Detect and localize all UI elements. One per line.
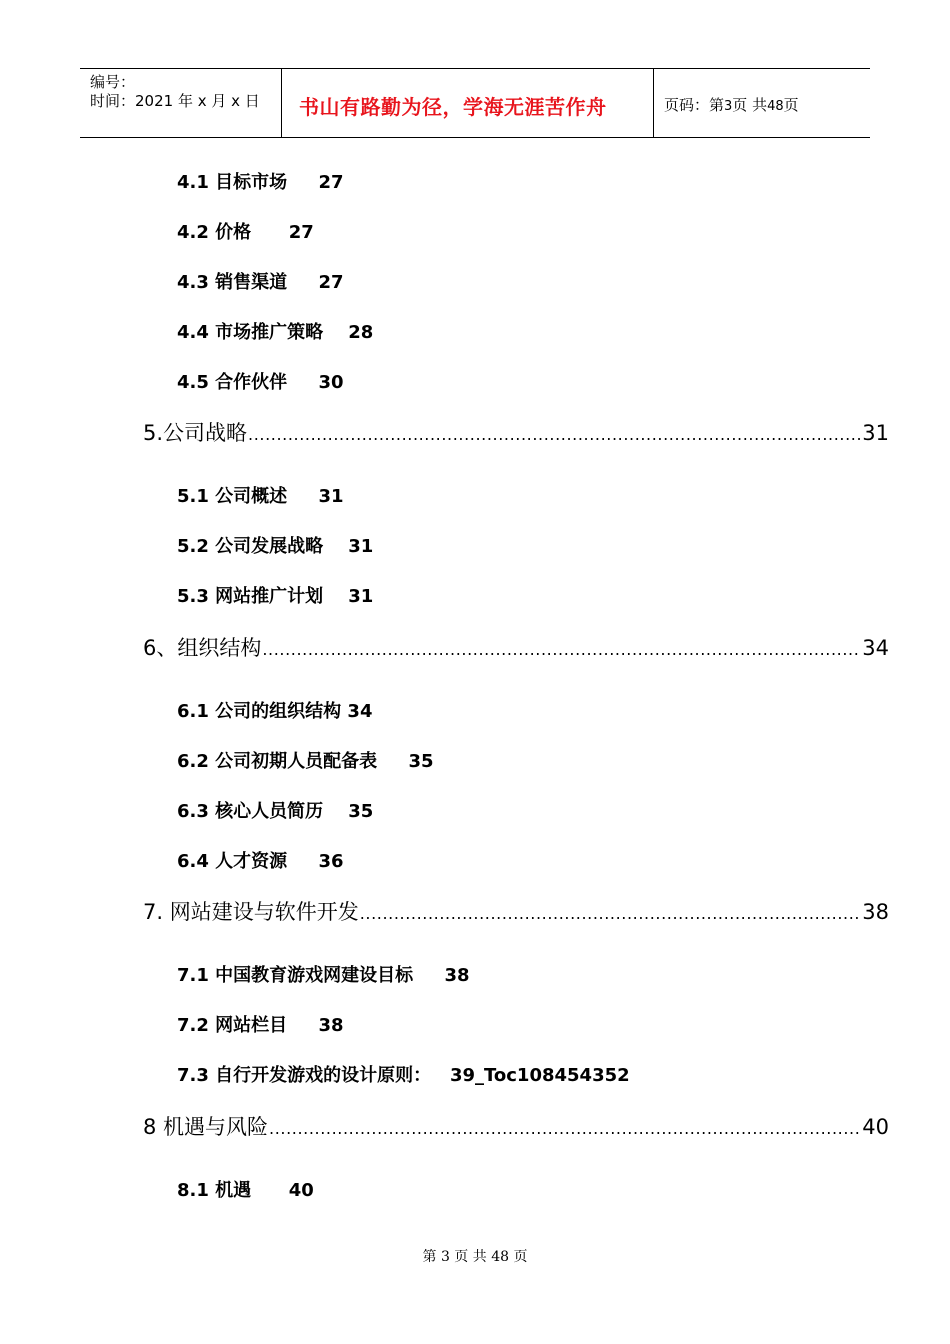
toc-entry[interactable]: 4.3 销售渠道 27: [177, 272, 344, 293]
toc-chapter-page: 38: [862, 900, 889, 924]
header-motto-cell: [281, 69, 654, 137]
toc-chapter[interactable]: [143, 1114, 889, 1142]
toc-entry[interactable]: 4.1 目标市场 27: [177, 172, 344, 193]
toc-entry[interactable]: 6.2 公司初期人员配备表 35: [177, 751, 434, 772]
page-suffix: 页: [783, 96, 799, 114]
toc-chapter-page: 31: [862, 421, 889, 445]
time-label: 时间：2021 年 x 月 x 日: [90, 92, 260, 110]
toc-chapter[interactable]: [143, 420, 889, 448]
toc-chapter[interactable]: [143, 899, 889, 927]
toc-entry[interactable]: 7.3 自行开发游戏的设计原则： 39_Toc108454352: [177, 1065, 630, 1086]
toc-entry[interactable]: 4.5 合作伙伴 30: [177, 372, 344, 393]
page-total: 48: [767, 99, 784, 114]
toc-entry[interactable]: 4.2 价格 27: [177, 222, 314, 243]
toc-entry[interactable]: 8.1 机遇 40: [177, 1180, 314, 1201]
toc-entry[interactable]: 4.4 市场推广策略 28: [177, 322, 374, 343]
toc-chapter-page: 34: [862, 636, 889, 660]
toc-chapter-title: 5.公司战略: [143, 421, 248, 445]
toc-entry[interactable]: 6.4 人才资源 36: [177, 851, 344, 872]
toc-dot-leader: [262, 637, 861, 663]
toc-entry[interactable]: 7.1 中国教育游戏网建设目标 38: [177, 965, 470, 986]
toc-entry[interactable]: 6.3 核心人员简历 35: [177, 801, 374, 822]
header-meta-cell: [80, 69, 282, 137]
toc-dot-leader: [248, 422, 861, 448]
toc-chapter-title: 6、组织结构: [143, 636, 262, 660]
toc-entry[interactable]: 5.1 公司概述 31: [177, 486, 344, 507]
header-page-number: [664, 94, 799, 115]
toc-chapter[interactable]: [143, 635, 889, 663]
toc-chapter-page: 40: [862, 1115, 889, 1139]
toc-dot-leader: [360, 901, 862, 927]
toc-entry[interactable]: 7.2 网站栏目 38: [177, 1015, 344, 1036]
page-header: [80, 68, 870, 138]
number-label: 编号：: [90, 73, 136, 91]
motto-text: 书山有路勤为径，学海无涯苦作舟: [299, 95, 607, 119]
toc-chapter-title: 7. 网站建设与软件开发: [143, 900, 359, 924]
toc-entry[interactable]: 5.3 网站推广计划 31: [177, 586, 374, 607]
page-footer: 第 3 页 共 48 页: [422, 1249, 528, 1265]
page-mid: 页 共: [732, 96, 768, 114]
page-current: 3: [724, 99, 733, 114]
toc-chapter-title: 8 机遇与风险: [143, 1115, 269, 1139]
toc-dot-leader: [269, 1116, 861, 1142]
toc-entry[interactable]: 5.2 公司发展战略 31: [177, 536, 374, 557]
header-page-cell: [654, 69, 870, 137]
page-prefix: 页码：第: [664, 96, 725, 114]
toc-entry[interactable]: 6.1 公司的组织结构 34: [177, 701, 373, 722]
